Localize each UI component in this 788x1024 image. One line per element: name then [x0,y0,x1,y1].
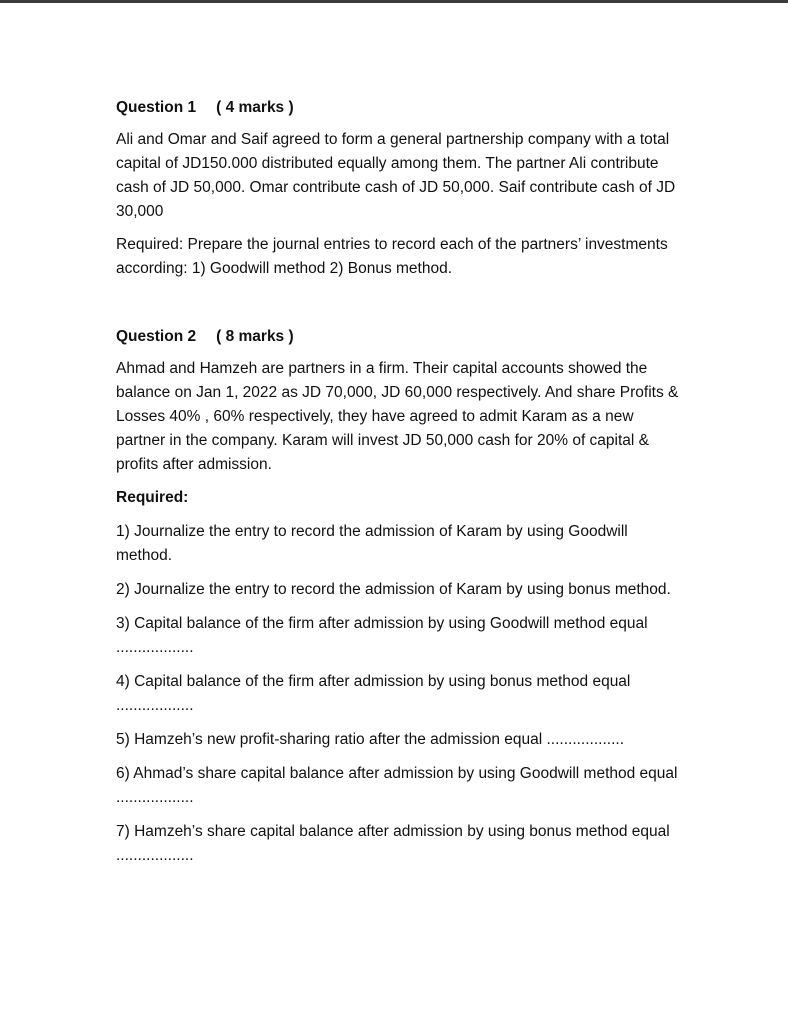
document-page [116,97,686,878]
question-2-body: Ahmad and Hamzeh are partners in a firm. Their capital accounts showed the balance on Jan 1, 2022 as JD 70,000, JD 60,000 respectively. And share Profits & Losses 40% , 60% respectively, they have agreed to admit Karam as a new partner in the company. Karam will invest JD 50,000 cash for 20% of capital & profits after admission. [116,360,679,473]
question-2-item-4: 4) Capital balance of the firm after admission by using bonus method equal .................. [116,673,631,714]
question-2-item-3: 3) Capital balance of the firm after admission by using Goodwill method equal .................. [116,615,648,656]
question-2-item-5: 5) Hamzeh’s new profit-sharing ratio after the admission equal .................. [116,731,624,748]
question-1-required: Required: Prepare the journal entries to record each of the partners’ investments according: 1) Goodwill method 2) Bonus method. [116,236,668,277]
question-2-item-7: 7) Hamzeh’s share capital balance after admission by using bonus method equal .................. [116,823,670,864]
section-spacer [116,290,686,326]
question-1-marks: ( 4 marks ) [216,99,294,116]
question-2-required-label: Required: [116,489,189,506]
question-2-item-1: 1) Journalize the entry to record the admission of Karam by using Goodwill method. [116,523,628,564]
question-2-heading [116,326,686,348]
question-2-marks: ( 8 marks ) [216,328,294,345]
question-2-title: Question 2 [116,328,197,345]
question-1-heading [116,97,686,119]
question-2-item-2: 2) Journalize the entry to record the admission of Karam by using bonus method. [116,581,671,598]
question-2-item-6: 6) Ahmad’s share capital balance after admission by using Goodwill method equal .................. [116,765,678,806]
top-border [0,0,788,3]
question-1-body: Ali and Omar and Saif agreed to form a general partnership company with a total capital of JD150.000 distributed equally among them. The partner Ali contribute cash of JD 50,000. Omar contribute cash of JD 50,000. Saif contribute cash of JD 30,000 [116,131,676,220]
question-1-title: Question 1 [116,99,197,116]
